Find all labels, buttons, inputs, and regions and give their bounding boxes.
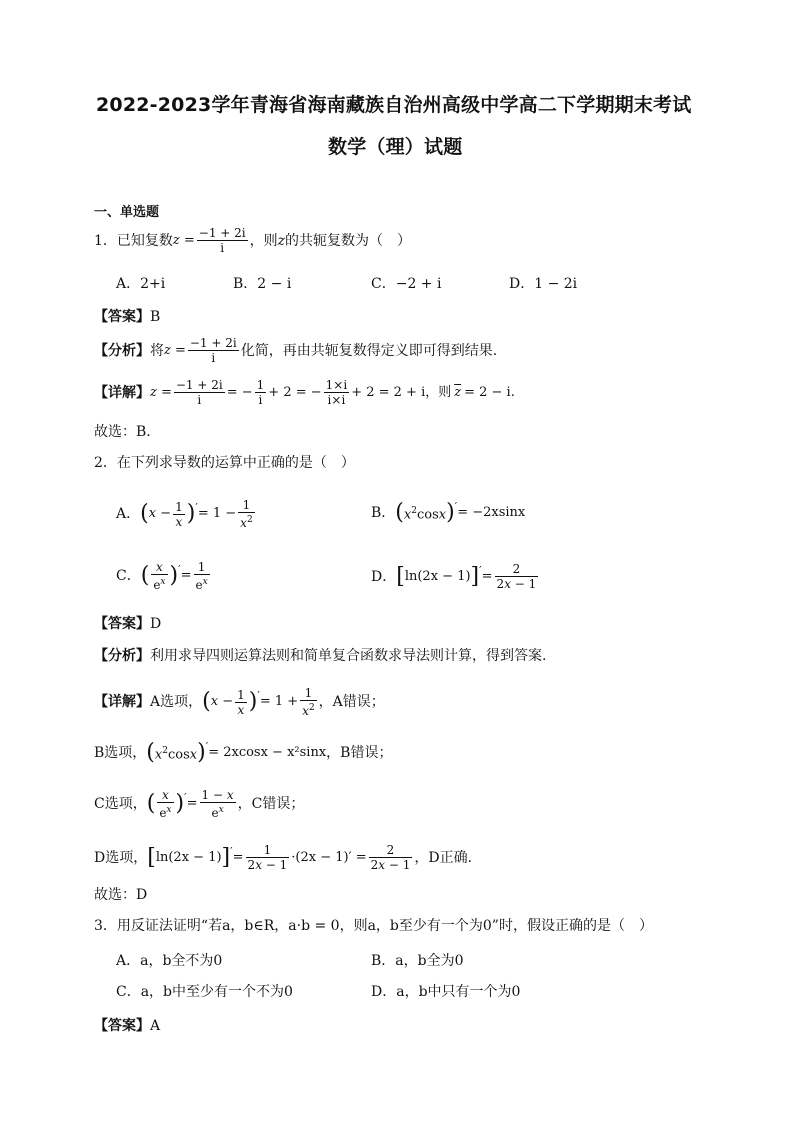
q1-option-a: A．2+i — [116, 276, 166, 292]
q1-option-d: D．1 − 2i — [509, 276, 578, 292]
question-2-stem: 2．在下列求导数的运算中正确的是（ ） — [94, 455, 355, 471]
q2-choice: 故选：D — [94, 887, 148, 903]
q1-analysis: 【分析】 将 z = $\frac{-1 + 2i}{i}$ 化简，再由共轭复数得定义即可得到结果. — [94, 336, 498, 365]
q2-option-c: C． ( $\frac{x}{e^x}$ ) ′ = $\frac{1}{e^x}$ — [116, 560, 208, 592]
page-title: 2022-2023学年青海省海南藏族自治州高级中学高二下学期期末考试 — [96, 94, 692, 116]
q1-answer: 【答案】B — [94, 309, 161, 325]
q1-option-c: C．−2 + i — [371, 276, 442, 292]
q1-choice: 故选：B. — [94, 424, 151, 440]
q1-detail: 【详解】 z = $\frac{-1 + 2i}{i}$ = − $\frac{1}{i}$ + 2 = − $\frac{1\times i}{i\times i}$ + 2 = 2 + i，则 $\overline{z}$ = 2 − i. — [94, 378, 515, 407]
question-1-stem: 1．已知复数 z = $\frac{-1 + 2i}{i}$ ，则 z 的共轭复数为（ ） — [94, 226, 412, 255]
q1-prefix: 1．已知复数 — [94, 232, 173, 249]
q1-fraction: $\frac{-1 + 2i}{i}$ — [198, 226, 246, 255]
q1-suffix-a: ，则 — [249, 232, 278, 249]
section-heading: 一、单选题 — [94, 205, 160, 220]
q1-option-b: B．2 − i — [233, 276, 292, 292]
q2-option-d: D． [ ln(2x − 1) ] ′ = $\frac{2}{2x - 1}$ — [371, 562, 537, 591]
q3-answer: 【答案】A — [94, 1018, 161, 1034]
q3-option-c: C．a，b中至少有一个不为0 — [116, 984, 293, 1000]
q1-z-eq: z = — [172, 232, 195, 248]
q2-detail-d: D选项， [ ln(2x − 1) ] ′ = $\frac{1}{2x - 1}$ ·(2x − 1)′ = $\frac{2}{2x - 1}$ ，D正确. — [94, 843, 473, 872]
q2-option-b: B． ( $x^2\cos x$ ) ′ = −2xsinx — [371, 500, 526, 526]
question-3-stem: 3．用反证法证明“若a，b∈R，a·b = 0，则a，b至少有一个为0”时，假设正确的是（ ） — [94, 918, 653, 934]
q2-answer: 【答案】D — [94, 616, 162, 632]
q3-option-a: A．a，b全不为0 — [116, 953, 223, 969]
q3-option-b: B．a，b全为0 — [371, 953, 464, 969]
q3-option-d: D．a，b中只有一个为0 — [371, 984, 521, 1000]
q2-option-a: A． ( x − $\frac{1}{x}$ ) ′ = 1 − $\frac{1}{x^2}$ — [116, 498, 253, 530]
q2-detail-b: B选项， ( $x^2\cos x$ ) ′ = 2xcosx − x²sinx ，B错误； — [94, 740, 393, 766]
q2-detail-a: 【详解】 A选项， ( x − $\frac{1}{x}$ ) ′ = 1 + $\frac{1}{x^2}$ ，A错误； — [94, 686, 385, 718]
q2-detail-c: C选项， ( $\frac{x}{e^x}$ ) ′ = $\frac{1 - x}{e^x}$ ，C错误； — [94, 788, 305, 820]
q2-analysis: 【分析】利用求导四则运算法则和简单复合函数求导法则计算，得到答案. — [94, 648, 547, 664]
q1-suffix-b: 的共轭复数为（ ） — [285, 232, 412, 249]
page-subtitle: 数学（理）试题 — [328, 136, 463, 158]
